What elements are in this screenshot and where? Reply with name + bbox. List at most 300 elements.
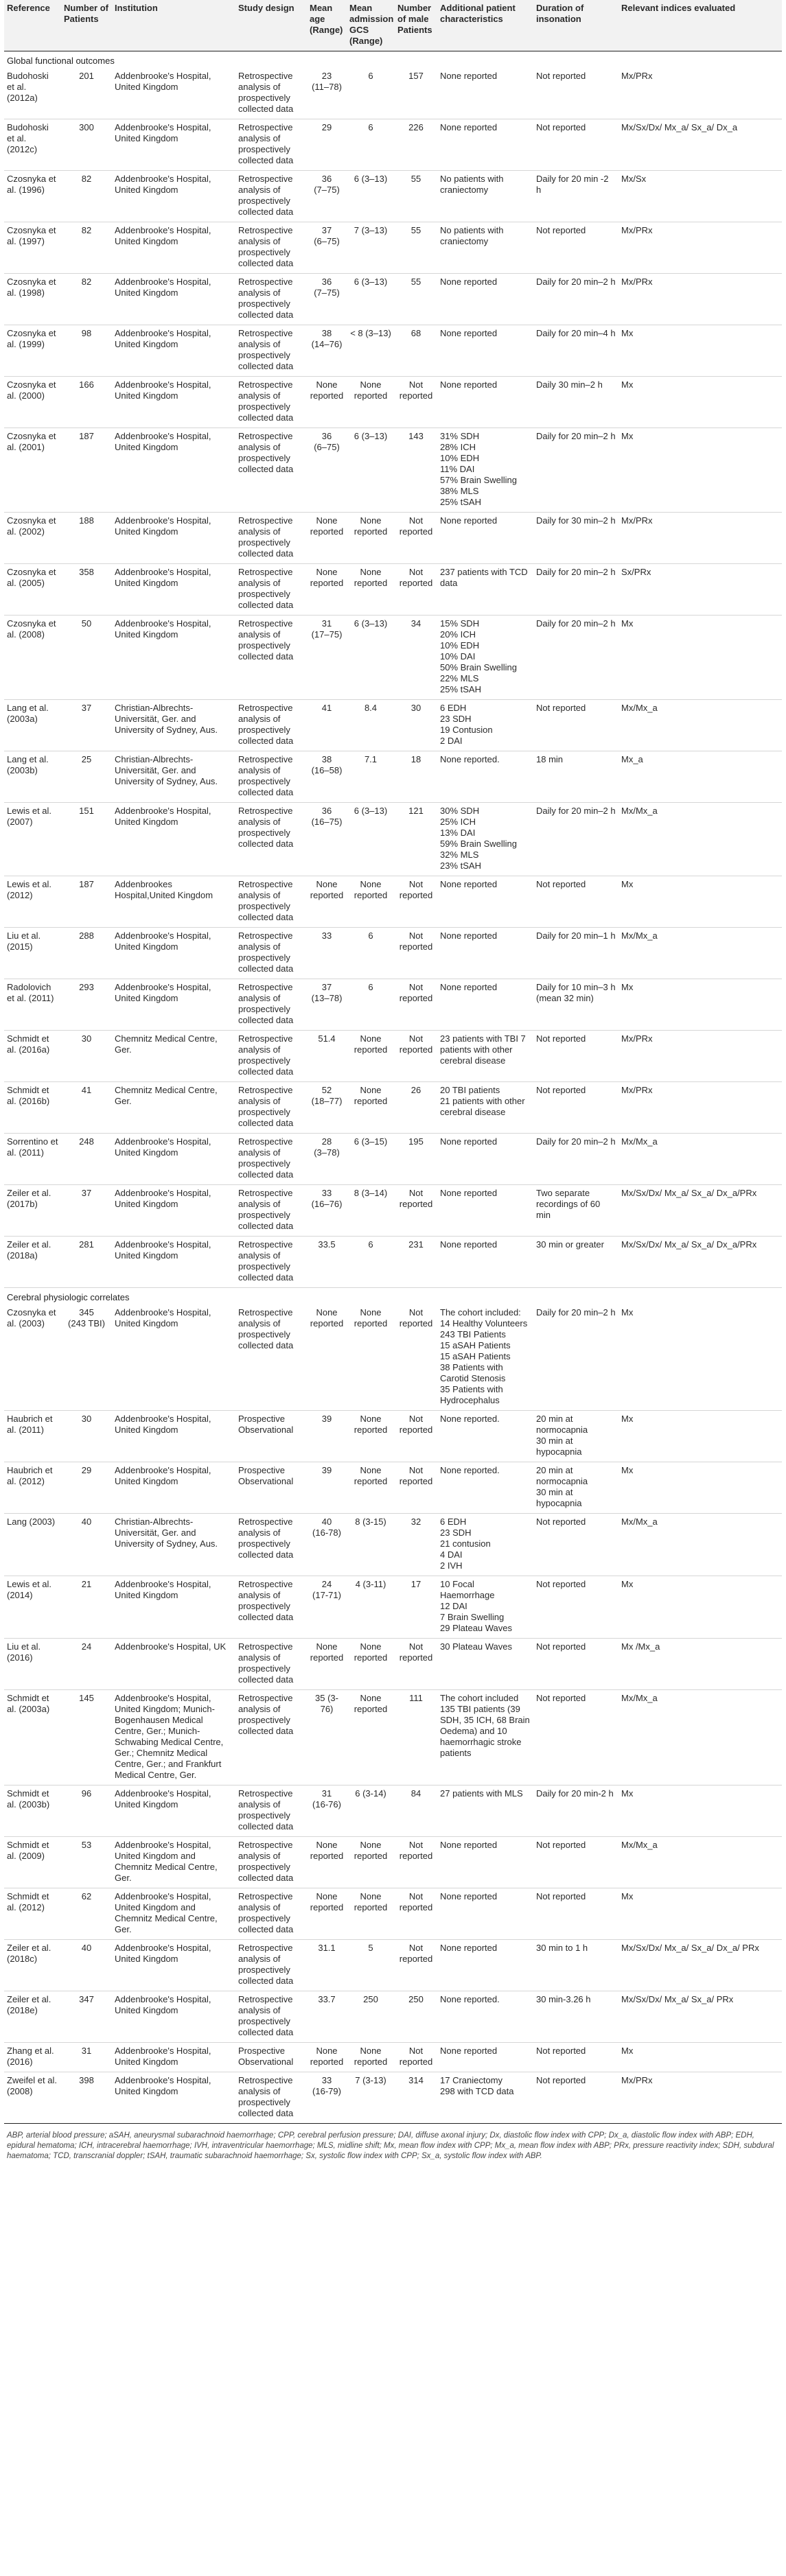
cell-study-design: Prospective Observational (235, 2043, 307, 2072)
cell-reference: Czosnyka et al. (2008) (4, 616, 61, 700)
table-row (4, 222, 782, 274)
cell-mean-gcs: None reported (347, 1411, 395, 1462)
cell-mean-gcs: None reported (347, 377, 395, 428)
table-row (4, 564, 782, 616)
cell-characteristics: None reported. (437, 751, 533, 803)
cell-indices: Mx (619, 2043, 782, 2072)
cell-mean-gcs: 8 (3-15) (347, 1514, 395, 1576)
cell-number-of-patients: 300 (61, 119, 112, 171)
cell-institution: Addenbrooke's Hospital, United Kingdom (112, 803, 235, 876)
cell-indices: Mx/Sx/Dx/ Mx_a/ Sx_a/ Dx_a (619, 119, 782, 171)
cell-insonation: Daily for 20 min -2 h (533, 171, 619, 222)
cell-male-patients: Not reported (395, 2043, 437, 2072)
cell-study-design: Retrospective analysis of prospectively collected data (235, 1785, 307, 1837)
cell-institution: Addenbrooke's Hospital, United Kingdom; Munich-Bogenhausen Medical Centre, Ger.; Munich-Schwabing Medical Centre, Ger.; Chemnitz Medical Centre, Ger.; and Frankfurt Medical Centre, Ger. (112, 1690, 235, 1785)
cell-institution: Addenbrooke's Hospital, United Kingdom (112, 68, 235, 119)
header-institution: Institution (112, 0, 235, 51)
cell-insonation: Not reported (533, 2043, 619, 2072)
cell-male-patients: 195 (395, 1134, 437, 1185)
cell-male-patients: Not reported (395, 564, 437, 616)
cell-number-of-patients: 248 (61, 1134, 112, 1185)
cell-male-patients: Not reported (395, 1031, 437, 1082)
cell-indices: Mx/Sx/Dx/ Mx_a/ Sx_a/ Dx_a/PRx (619, 1185, 782, 1237)
cell-study-design: Retrospective analysis of prospectively collected data (235, 1690, 307, 1785)
cell-male-patients: 226 (395, 119, 437, 171)
cell-mean-age: None reported (307, 1837, 347, 1888)
cell-insonation: 20 min at normocapnia 30 min at hypocapnia (533, 1462, 619, 1514)
cell-number-of-patients: 82 (61, 222, 112, 274)
table-row (4, 1785, 782, 1837)
cell-male-patients: 121 (395, 803, 437, 876)
cell-male-patients: Not reported (395, 1411, 437, 1462)
cell-indices: Mx_a (619, 751, 782, 803)
cell-mean-age: None reported (307, 2043, 347, 2072)
cell-mean-age: None reported (307, 1888, 347, 1940)
table-row (4, 1690, 782, 1785)
cell-institution: Addenbrooke's Hospital, United Kingdom (112, 564, 235, 616)
cell-study-design: Retrospective analysis of prospectively collected data (235, 1639, 307, 1690)
cell-indices: Mx/Mx_a (619, 1514, 782, 1576)
cell-characteristics: None reported (437, 274, 533, 325)
cell-institution: Addenbrooke's Hospital, United Kingdom (112, 428, 235, 513)
cell-number-of-patients: 96 (61, 1785, 112, 1837)
cell-reference: Czosnyka et al. (2001) (4, 428, 61, 513)
cell-characteristics: 30% SDH 25% ICH 13% DAI 59% Brain Swelling 32% MLS 23% tSAH (437, 803, 533, 876)
cell-mean-age: 29 (307, 119, 347, 171)
cell-male-patients: 32 (395, 1514, 437, 1576)
cell-mean-gcs: None reported (347, 2043, 395, 2072)
header-mean-age: Mean age (Range) (307, 0, 347, 51)
table-row (4, 2072, 782, 2124)
table-row (4, 1576, 782, 1639)
cell-number-of-patients: 201 (61, 68, 112, 119)
cell-male-patients: Not reported (395, 979, 437, 1031)
cell-number-of-patients: 188 (61, 513, 112, 564)
cell-institution: Addenbrooke's Hospital, United Kingdom (112, 119, 235, 171)
cell-institution: Addenbrooke's Hospital, United Kingdom and Chemnitz Medical Centre, Ger. (112, 1888, 235, 1940)
table-row (4, 68, 782, 119)
cell-institution: Addenbrooke's Hospital, United Kingdom (112, 1237, 235, 1288)
cell-institution: Addenbrooke's Hospital, United Kingdom (112, 171, 235, 222)
cell-indices: Mx/Sx/Dx/ Mx_a/ Sx_a/ Dx_a/PRx (619, 1237, 782, 1288)
cell-mean-gcs: 6 (3–13) (347, 428, 395, 513)
cell-insonation: Not reported (533, 876, 619, 928)
cell-insonation: Not reported (533, 1888, 619, 1940)
cell-characteristics: None reported (437, 876, 533, 928)
cell-characteristics: None reported (437, 325, 533, 377)
cell-mean-gcs: 6 (347, 979, 395, 1031)
section-header-row (4, 1288, 782, 1305)
cell-mean-age: 28 (3–78) (307, 1134, 347, 1185)
cell-mean-age: 40 (16-78) (307, 1514, 347, 1576)
cell-mean-gcs: None reported (347, 1304, 395, 1411)
cell-mean-gcs: None reported (347, 1837, 395, 1888)
cell-study-design: Retrospective analysis of prospectively collected data (235, 1514, 307, 1576)
cell-characteristics: No patients with craniectomy (437, 222, 533, 274)
table-row (4, 428, 782, 513)
cell-number-of-patients: 281 (61, 1237, 112, 1288)
cell-mean-gcs: 6 (3–13) (347, 616, 395, 700)
table-row (4, 803, 782, 876)
header-insonation: Duration of insonation (533, 0, 619, 51)
cell-institution: Addenbrooke's Hospital, United Kingdom (112, 1991, 235, 2043)
cell-study-design: Retrospective analysis of prospectively collected data (235, 1185, 307, 1237)
cell-study-design: Retrospective analysis of prospectively collected data (235, 1237, 307, 1288)
cell-male-patients: Not reported (395, 1940, 437, 1991)
cell-study-design: Retrospective analysis of prospectively collected data (235, 428, 307, 513)
cell-study-design: Retrospective analysis of prospectively collected data (235, 2072, 307, 2124)
cell-mean-age: 31 (16-76) (307, 1785, 347, 1837)
cell-reference: Budohoski et al. (2012a) (4, 68, 61, 119)
cell-study-design: Retrospective analysis of prospectively collected data (235, 700, 307, 751)
cell-institution: Christian-Albrechts-Universität, Ger. and University of Sydney, Aus. (112, 751, 235, 803)
cell-characteristics: None reported. (437, 1462, 533, 1514)
table-row (4, 274, 782, 325)
table-row (4, 1082, 782, 1134)
table-row (4, 979, 782, 1031)
cell-reference: Zhang et al. (2016) (4, 2043, 61, 2072)
cell-study-design: Retrospective analysis of prospectively collected data (235, 803, 307, 876)
cell-insonation: Daily for 30 min–2 h (533, 513, 619, 564)
section-title: Global functional outcomes (7, 56, 115, 66)
cell-mean-age: 39 (307, 1411, 347, 1462)
cell-male-patients: 55 (395, 171, 437, 222)
section-header-row (4, 51, 782, 69)
cell-indices: Mx/PRx (619, 274, 782, 325)
cell-characteristics: No patients with craniectomy (437, 171, 533, 222)
cell-institution: Addenbrooke's Hospital, United Kingdom (112, 1185, 235, 1237)
header-characteristics: Additional patient characteristics (437, 0, 533, 51)
cell-male-patients: 250 (395, 1991, 437, 2043)
cell-number-of-patients: 30 (61, 1411, 112, 1462)
cell-male-patients: 314 (395, 2072, 437, 2124)
cell-indices: Mx (619, 1411, 782, 1462)
cell-study-design: Retrospective analysis of prospectively collected data (235, 377, 307, 428)
cell-characteristics: None reported (437, 513, 533, 564)
cell-mean-age: 36 (7–75) (307, 171, 347, 222)
cell-insonation: Two separate recordings of 60 min (533, 1185, 619, 1237)
cell-characteristics: None reported (437, 1888, 533, 1940)
cell-characteristics: None reported. (437, 1411, 533, 1462)
table-row (4, 377, 782, 428)
cell-mean-gcs: None reported (347, 1462, 395, 1514)
cell-mean-gcs: 5 (347, 1940, 395, 1991)
table-row (4, 1639, 782, 1690)
cell-mean-age: None reported (307, 1639, 347, 1690)
cell-indices: Mx/Mx_a (619, 1134, 782, 1185)
cell-indices: Mx /Mx_a (619, 1639, 782, 1690)
cell-number-of-patients: 345 (243 TBI) (61, 1304, 112, 1411)
cell-indices: Mx/PRx (619, 513, 782, 564)
table-row (4, 1237, 782, 1288)
cell-insonation: Not reported (533, 68, 619, 119)
cell-reference: Zweifel et al. (2008) (4, 2072, 61, 2124)
cell-male-patients: 55 (395, 274, 437, 325)
cell-characteristics: None reported (437, 1940, 533, 1991)
cell-indices: Mx/PRx (619, 2072, 782, 2124)
table-row (4, 1940, 782, 1991)
cell-indices: Sx/PRx (619, 564, 782, 616)
cell-insonation: Not reported (533, 1082, 619, 1134)
cell-reference: Budohoski et al. (2012c) (4, 119, 61, 171)
cell-male-patients: Not reported (395, 377, 437, 428)
cell-study-design: Retrospective analysis of prospectively collected data (235, 325, 307, 377)
cell-insonation: Not reported (533, 2072, 619, 2124)
cell-study-design: Retrospective analysis of prospectively collected data (235, 1888, 307, 1940)
cell-reference: Schmidt et al. (2016b) (4, 1082, 61, 1134)
cell-number-of-patients: 25 (61, 751, 112, 803)
cell-indices: Mx (619, 876, 782, 928)
cell-institution: Addenbrooke's Hospital, United Kingdom (112, 222, 235, 274)
cell-institution: Addenbrookes Hospital,United Kingdom (112, 876, 235, 928)
cell-reference: Haubrich et al. (2011) (4, 1411, 61, 1462)
cell-characteristics: 6 EDH 23 SDH 21 contusion 4 DAI 2 IVH (437, 1514, 533, 1576)
table-row (4, 1411, 782, 1462)
cell-reference: Schmidt et al. (2009) (4, 1837, 61, 1888)
cell-characteristics: None reported (437, 377, 533, 428)
cell-number-of-patients: 40 (61, 1940, 112, 1991)
table-row (4, 1185, 782, 1237)
cell-reference: Lang et al. (2003a) (4, 700, 61, 751)
cell-institution: Addenbrooke's Hospital, United Kingdom (112, 2043, 235, 2072)
cell-male-patients: 157 (395, 68, 437, 119)
cell-institution: Christian-Albrechts-Universität, Ger. and University of Sydney, Aus. (112, 1514, 235, 1576)
cell-mean-age: 37 (6–75) (307, 222, 347, 274)
cell-characteristics: None reported (437, 119, 533, 171)
cell-reference: Schmidt et al. (2003b) (4, 1785, 61, 1837)
cell-number-of-patients: 398 (61, 2072, 112, 2124)
cell-study-design: Retrospective analysis of prospectively collected data (235, 1837, 307, 1888)
cell-mean-gcs: 8.4 (347, 700, 395, 751)
table-header (4, 0, 782, 51)
cell-reference: Zeiler et al. (2018c) (4, 1940, 61, 1991)
cell-mean-age: 36 (6–75) (307, 428, 347, 513)
cell-reference: Zeiler et al. (2018e) (4, 1991, 61, 2043)
cell-mean-age: 38 (16–58) (307, 751, 347, 803)
cell-insonation: Not reported (533, 119, 619, 171)
cell-indices: Mx/PRx (619, 1031, 782, 1082)
cell-male-patients: Not reported (395, 876, 437, 928)
table-row (4, 1837, 782, 1888)
cell-mean-gcs: None reported (347, 1888, 395, 1940)
cell-insonation: Daily for 20 min–2 h (533, 1304, 619, 1411)
cell-mean-age: 33 (16–76) (307, 1185, 347, 1237)
cell-insonation: Daily for 20 min-2 h (533, 1785, 619, 1837)
cell-mean-gcs: 250 (347, 1991, 395, 2043)
cell-indices: Mx (619, 377, 782, 428)
cell-study-design: Retrospective analysis of prospectively collected data (235, 979, 307, 1031)
cell-indices: Mx (619, 325, 782, 377)
cell-male-patients: Not reported (395, 1185, 437, 1237)
cell-reference: Radolovich et al. (2011) (4, 979, 61, 1031)
cell-mean-gcs: 7 (3-13) (347, 2072, 395, 2124)
table-row (4, 616, 782, 700)
cell-mean-age: 38 (14–76) (307, 325, 347, 377)
cell-institution: Addenbrooke's Hospital, United Kingdom (112, 325, 235, 377)
cell-characteristics: 17 Craniectomy 298 with TCD data (437, 2072, 533, 2124)
cell-indices: Mx (619, 616, 782, 700)
table-row (4, 171, 782, 222)
cell-number-of-patients: 82 (61, 274, 112, 325)
cell-mean-age: 33.7 (307, 1991, 347, 2043)
cell-reference: Czosnyka et al. (1997) (4, 222, 61, 274)
cell-characteristics: None reported (437, 2043, 533, 2072)
cell-institution: Addenbrooke's Hospital, United Kingdom (112, 1462, 235, 1514)
cell-insonation: 30 min to 1 h (533, 1940, 619, 1991)
cell-indices: Mx/Mx_a (619, 928, 782, 979)
cell-study-design: Retrospective analysis of prospectively collected data (235, 1304, 307, 1411)
cell-mean-gcs: 6 (3–13) (347, 274, 395, 325)
cell-mean-age: 36 (7–75) (307, 274, 347, 325)
cell-characteristics: None reported (437, 979, 533, 1031)
cell-study-design: Retrospective analysis of prospectively collected data (235, 751, 307, 803)
cell-mean-gcs: 6 (347, 119, 395, 171)
cell-institution: Chemnitz Medical Centre, Ger. (112, 1031, 235, 1082)
cell-study-design: Retrospective analysis of prospectively collected data (235, 1991, 307, 2043)
cell-mean-gcs: None reported (347, 513, 395, 564)
cell-indices: Mx/PRx (619, 68, 782, 119)
cell-insonation: Daily for 10 min–3 h (mean 32 min) (533, 979, 619, 1031)
cell-characteristics: 23 patients with TBI 7 patients with other cerebral disease (437, 1031, 533, 1082)
cell-male-patients: Not reported (395, 1462, 437, 1514)
table-row (4, 1304, 782, 1411)
cell-indices: Mx/Sx/Dx/ Mx_a/ Sx_a/ Dx_a/ PRx (619, 1940, 782, 1991)
cell-male-patients: Not reported (395, 513, 437, 564)
cell-mean-age: 36 (16–75) (307, 803, 347, 876)
cell-indices: Mx (619, 1304, 782, 1411)
cell-indices: Mx (619, 1462, 782, 1514)
cell-insonation: Daily for 20 min–4 h (533, 325, 619, 377)
cell-institution: Addenbrooke's Hospital, United Kingdom (112, 1134, 235, 1185)
cell-institution: Addenbrooke's Hospital, United Kingdom (112, 1785, 235, 1837)
cell-male-patients: 34 (395, 616, 437, 700)
cell-male-patients: Not reported (395, 1304, 437, 1411)
cell-study-design: Retrospective analysis of prospectively collected data (235, 928, 307, 979)
cell-mean-age: 31.1 (307, 1940, 347, 1991)
cell-reference: Czosnyka et al. (2000) (4, 377, 61, 428)
table-row (4, 513, 782, 564)
cell-characteristics: 30 Plateau Waves (437, 1639, 533, 1690)
cell-number-of-patients: 82 (61, 171, 112, 222)
cell-number-of-patients: 288 (61, 928, 112, 979)
cell-mean-age: 39 (307, 1462, 347, 1514)
cell-institution: Addenbrooke's Hospital, United Kingdom (112, 274, 235, 325)
cell-mean-gcs: 7 (3–13) (347, 222, 395, 274)
cell-male-patients: 55 (395, 222, 437, 274)
cell-reference: Czosnyka et al. (2002) (4, 513, 61, 564)
cell-male-patients: 231 (395, 1237, 437, 1288)
cell-male-patients: 26 (395, 1082, 437, 1134)
cell-male-patients: Not reported (395, 1639, 437, 1690)
cell-mean-gcs: None reported (347, 1639, 395, 1690)
cell-reference: Lewis et al. (2007) (4, 803, 61, 876)
cell-male-patients: Not reported (395, 1837, 437, 1888)
table-row (4, 876, 782, 928)
cell-study-design: Retrospective analysis of prospectively collected data (235, 68, 307, 119)
cell-characteristics: 27 patients with MLS (437, 1785, 533, 1837)
cell-institution: Christian-Albrechts-Universität, Ger. and University of Sydney, Aus. (112, 700, 235, 751)
cell-reference: Lang et al. (2003b) (4, 751, 61, 803)
cell-institution: Addenbrooke's Hospital, United Kingdom (112, 1576, 235, 1639)
cell-characteristics: 20 TBI patients 21 patients with other cerebral disease (437, 1082, 533, 1134)
header-indices: Relevant indices evaluated (619, 0, 782, 51)
cell-study-design: Retrospective analysis of prospectively collected data (235, 1031, 307, 1082)
cell-insonation: Daily for 20 min–2 h (533, 274, 619, 325)
cell-characteristics: None reported (437, 68, 533, 119)
table-row (4, 1991, 782, 2043)
cell-number-of-patients: 151 (61, 803, 112, 876)
cell-number-of-patients: 37 (61, 700, 112, 751)
cell-mean-gcs: < 8 (3–13) (347, 325, 395, 377)
cell-mean-gcs: 6 (3–13) (347, 803, 395, 876)
cell-number-of-patients: 145 (61, 1690, 112, 1785)
cell-institution: Addenbrooke's Hospital, United Kingdom (112, 2072, 235, 2124)
cell-reference: Lewis et al. (2014) (4, 1576, 61, 1639)
cell-characteristics: 237 patients with TCD data (437, 564, 533, 616)
cell-number-of-patients: 41 (61, 1082, 112, 1134)
cell-mean-gcs: None reported (347, 876, 395, 928)
cell-reference: Lang (2003) (4, 1514, 61, 1576)
cell-reference: Czosnyka et al. (1998) (4, 274, 61, 325)
cell-male-patients: 18 (395, 751, 437, 803)
cell-reference: Zeiler et al. (2018a) (4, 1237, 61, 1288)
cell-institution: Addenbrooke's Hospital, United Kingdom (112, 513, 235, 564)
cell-mean-gcs: 6 (347, 68, 395, 119)
cell-mean-gcs: 8 (3–14) (347, 1185, 395, 1237)
cell-insonation: 30 min or greater (533, 1237, 619, 1288)
header-reference: Reference (4, 0, 61, 51)
cell-mean-age: 23 (11–78) (307, 68, 347, 119)
cell-characteristics: None reported (437, 1837, 533, 1888)
cell-institution: Addenbrooke's Hospital, UK (112, 1639, 235, 1690)
cell-reference: Schmidt et al. (2012) (4, 1888, 61, 1940)
cell-mean-age: None reported (307, 377, 347, 428)
cell-institution: Addenbrooke's Hospital, United Kingdom (112, 1411, 235, 1462)
cell-indices: Mx (619, 1785, 782, 1837)
cell-indices: Mx/PRx (619, 222, 782, 274)
cell-insonation: Not reported (533, 1690, 619, 1785)
cell-mean-age: 51.4 (307, 1031, 347, 1082)
cell-characteristics: The cohort included: 14 Healthy Volunteers 243 TBI Patients 15 aSAH Patients 15 aSAH Patients 38 Patients with Carotid Stenosis 35 Patients with Hydrocephalus (437, 1304, 533, 1411)
table-row (4, 1134, 782, 1185)
cell-insonation: Not reported (533, 700, 619, 751)
cell-study-design: Retrospective analysis of prospectively collected data (235, 1576, 307, 1639)
cell-indices: Mx/Mx_a (619, 1837, 782, 1888)
cell-number-of-patients: 21 (61, 1576, 112, 1639)
cell-insonation: Not reported (533, 222, 619, 274)
table-row (4, 700, 782, 751)
cell-characteristics: 15% SDH 20% ICH 10% EDH 10% DAI 50% Brain Swelling 22% MLS 25% tSAH (437, 616, 533, 700)
table-row (4, 1462, 782, 1514)
cell-study-design: Retrospective analysis of prospectively collected data (235, 1940, 307, 1991)
cell-institution: Addenbrooke's Hospital, United Kingdom (112, 616, 235, 700)
cell-male-patients: 143 (395, 428, 437, 513)
cell-insonation: Daily for 20 min–2 h (533, 616, 619, 700)
cell-characteristics: 31% SDH 28% ICH 10% EDH 11% DAI 57% Brain Swelling 38% MLS 25% tSAH (437, 428, 533, 513)
cell-mean-gcs: None reported (347, 1690, 395, 1785)
cell-number-of-patients: 29 (61, 1462, 112, 1514)
cell-mean-age: 37 (13–78) (307, 979, 347, 1031)
cell-number-of-patients: 53 (61, 1837, 112, 1888)
cell-indices: Mx/Mx_a (619, 1690, 782, 1785)
table-body (4, 51, 782, 2124)
cell-insonation: Not reported (533, 1837, 619, 1888)
table-row (4, 751, 782, 803)
cell-mean-gcs: 6 (3–13) (347, 171, 395, 222)
header-number-of-patients: Number of Patients (61, 0, 112, 51)
cell-characteristics: 10 Focal Haemorrhage 12 DAI 7 Brain Swelling 29 Plateau Waves (437, 1576, 533, 1639)
cell-institution: Addenbrooke's Hospital, United Kingdom (112, 377, 235, 428)
